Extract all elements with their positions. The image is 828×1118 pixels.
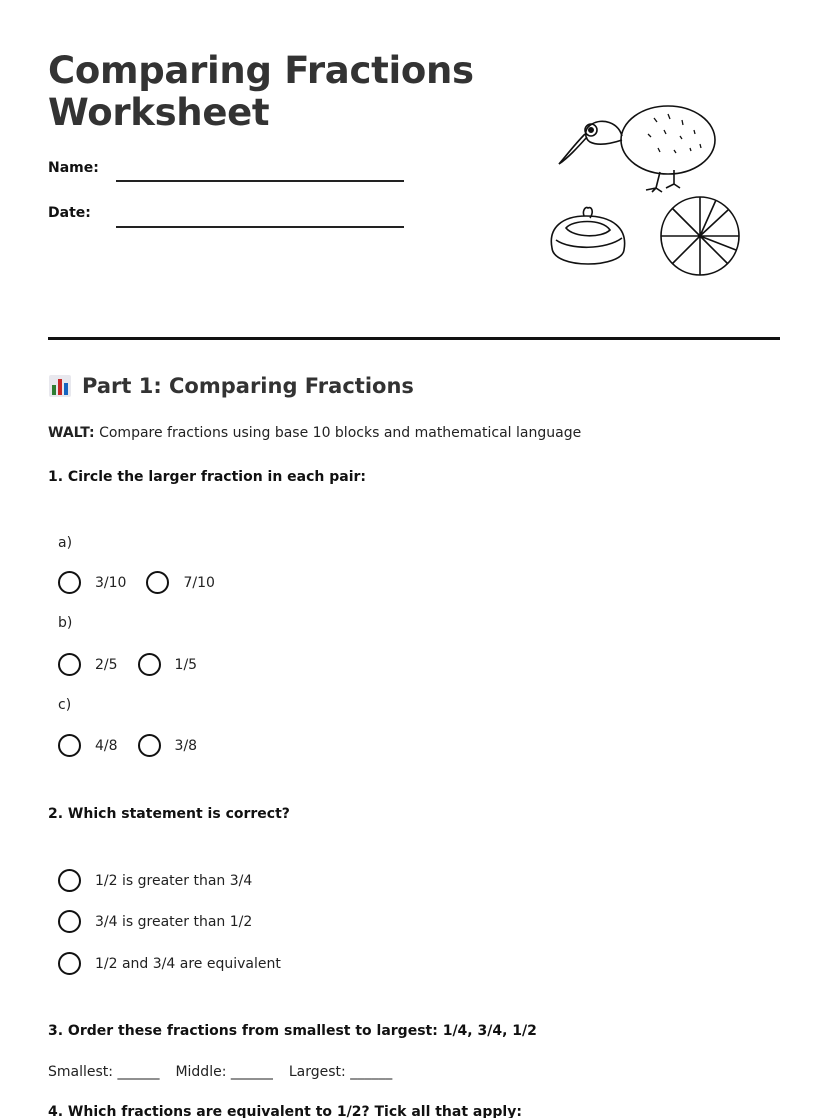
part-1-title: Part 1: Comparing Fractions: [82, 374, 414, 398]
option-label: 4/8: [95, 737, 118, 754]
part-1-heading: [48, 374, 414, 398]
worksheet-title: [48, 50, 474, 134]
pair-b-label: b): [58, 615, 73, 631]
option-1-5[interactable]: [138, 653, 198, 676]
option-label: 1/5: [174, 656, 198, 673]
date-label: Date:: [48, 205, 91, 221]
middle-blank[interactable]: Middle: ______: [175, 1064, 273, 1080]
statement-option-1[interactable]: [58, 869, 252, 892]
option-label: 7/10: [183, 574, 215, 591]
title-line-1: Comparing Fractions: [48, 49, 474, 92]
option-label: 3/10: [95, 574, 127, 591]
largest-blank[interactable]: Largest: ______: [288, 1064, 393, 1080]
option-7-10[interactable]: [146, 571, 214, 594]
kiwi-bird-icon: [559, 106, 715, 192]
radio-button[interactable]: [58, 869, 81, 892]
statement-option-2[interactable]: [58, 910, 252, 933]
walt-statement: [48, 425, 581, 441]
option-label: 2/5: [95, 656, 118, 673]
question-4-prompt: 4. Which fractions are equivalent to 1/2? Tick all that apply:: [48, 1104, 522, 1118]
title-line-2: Worksheet: [48, 91, 270, 134]
bar-chart-icon: [48, 374, 72, 398]
pair-c-options: [58, 734, 197, 757]
option-label: 3/4 is greater than 1/2: [95, 913, 253, 930]
option-2-5[interactable]: [58, 653, 118, 676]
radio-button[interactable]: [58, 952, 81, 975]
name-field[interactable]: [116, 180, 404, 182]
section-divider: [48, 337, 780, 340]
walt-label: WALT:: [48, 425, 95, 441]
radio-button[interactable]: [58, 571, 81, 594]
question-1-prompt: 1. Circle the larger fraction in each pair:: [48, 469, 367, 485]
option-4-8[interactable]: [58, 734, 118, 757]
radio-button[interactable]: [58, 653, 81, 676]
question-2-prompt: 2. Which statement is correct?: [48, 806, 290, 822]
smallest-blank[interactable]: Smallest: ______: [48, 1064, 160, 1080]
walt-text: Compare fractions using base 10 blocks and mathematical language: [94, 425, 582, 441]
option-label: 1/2 is greater than 3/4: [95, 872, 253, 889]
pair-b-options: [58, 653, 197, 676]
option-3-10[interactable]: [58, 571, 126, 594]
kiwifruit-slice-icon: [661, 197, 739, 275]
pair-c-label: c): [58, 697, 72, 713]
pair-a-options: [58, 571, 215, 594]
radio-button[interactable]: [138, 653, 161, 676]
pavlova-icon: [551, 207, 624, 264]
option-3-8[interactable]: [138, 734, 198, 757]
radio-button[interactable]: [58, 734, 81, 757]
pair-a-label: a): [58, 535, 73, 551]
option-label: 3/8: [174, 737, 198, 754]
radio-button[interactable]: [58, 910, 81, 933]
date-field[interactable]: [116, 226, 404, 228]
order-answer-row: [48, 1064, 392, 1080]
header-illustration: [540, 100, 750, 285]
statement-option-3[interactable]: [58, 952, 281, 975]
radio-button[interactable]: [146, 571, 169, 594]
option-label: 1/2 and 3/4 are equivalent: [95, 955, 281, 972]
radio-button[interactable]: [138, 734, 161, 757]
name-label: Name:: [48, 160, 99, 176]
question-3-prompt: 3. Order these fractions from smallest to largest: 1/4, 3/4, 1/2: [48, 1023, 537, 1039]
